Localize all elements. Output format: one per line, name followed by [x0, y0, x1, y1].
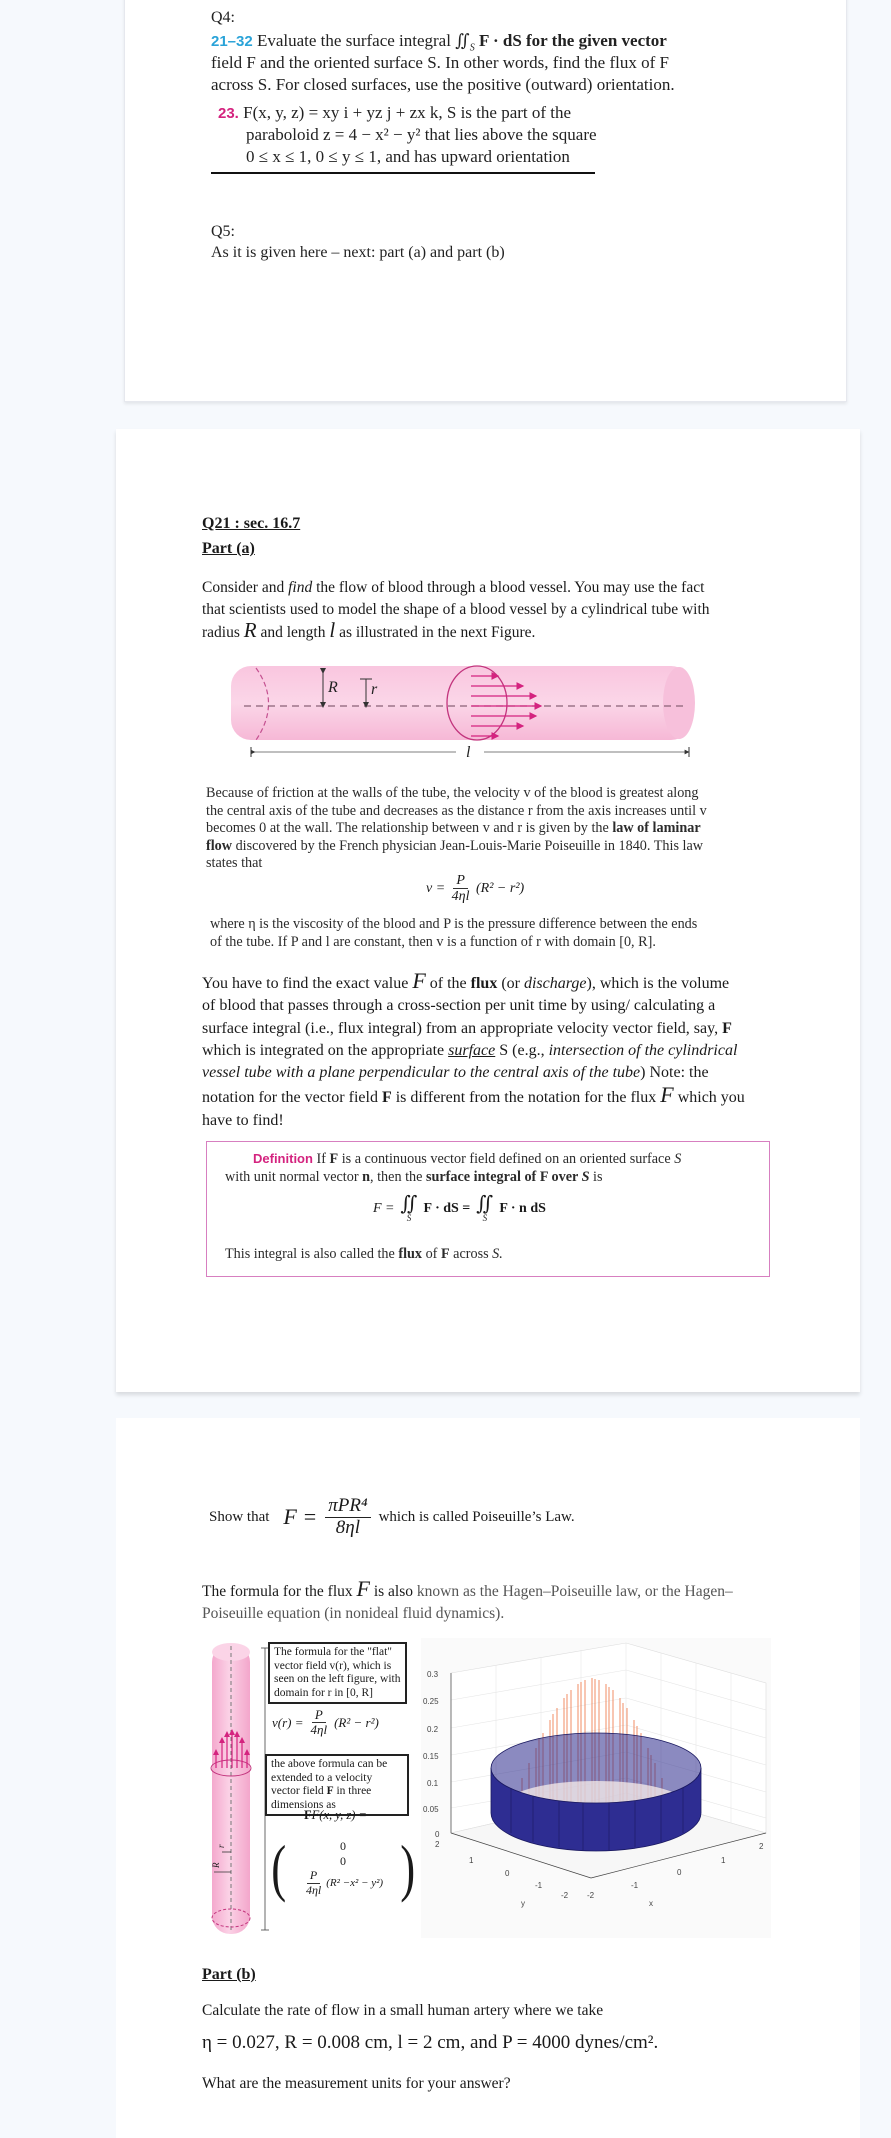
q4-problem-line-1: 23. F(x, y, z) = xy i + yz j + zx k, S is the part of the: [218, 103, 572, 122]
laminar-flow-formula: v = $\frac{P}{4\eta l}$ (R² − r²): [426, 873, 525, 905]
svg-text:0: 0: [505, 1869, 510, 1878]
svg-text:2: 2: [759, 1842, 764, 1851]
q4-problem-line-2: paraboloid z = 4 − x² − y² that lies above the square: [246, 125, 597, 144]
definition-box: [206, 1141, 770, 1277]
label-R: R: [328, 679, 338, 696]
svg-text:-2: -2: [561, 1891, 569, 1900]
svg-text:0: 0: [677, 1868, 682, 1877]
extended-vector-field-note: the above formula can be extended to a velocity vector field F in three dimensions as: [265, 1754, 409, 1816]
F-xyz-label: FF(x, y, z) =: [304, 1808, 367, 1822]
q4-instruction-line-3: across S. For closed surfaces, use the positive (outward) orientation.: [211, 75, 675, 94]
svg-text:0.3: 0.3: [427, 1670, 439, 1679]
label-R: R: [211, 1862, 221, 1868]
q5-text: As it is given here – next: part (a) and part (b): [211, 244, 505, 261]
part-b-question: What are the measurement units for your answer?: [202, 2075, 511, 2092]
tube-body: [231, 666, 691, 740]
svg-text:2: 2: [435, 1840, 440, 1849]
document-page-poiseuille: [116, 1418, 860, 2138]
definition-line-2: with unit normal vector n, then the surface integral of F over S is: [225, 1169, 603, 1185]
document-page-q4-q5: [124, 0, 847, 402]
part-b-values: η = 0.027, R = 0.008 cm, l = 2 cm, and P = 4000 dynes/cm².: [202, 2032, 659, 2053]
laminar-flow-paragraph: Because of friction at the walls of the tube, the velocity v of the blood is greatest along the central axis of the tube and decreases as the distance r from the axis increases until v becomes 0 at the wall. The relationship between v and r is given by the law of laminar flow discovered by the French physician Jean-Louis-Marie Poiseuille in 1840. This law states that: [206, 785, 707, 871]
svg-text:1: 1: [721, 1856, 726, 1865]
svg-text:0.05: 0.05: [423, 1805, 439, 1814]
svg-text:-1: -1: [631, 1881, 639, 1890]
svg-text:0.2: 0.2: [427, 1725, 439, 1734]
separator-rule: [211, 172, 595, 174]
label-r: r: [216, 1844, 226, 1848]
svg-text:-2: -2: [587, 1891, 595, 1900]
definition-line-1: Definition If F is a continuous vector field defined on an oriented surface S: [253, 1151, 682, 1167]
tube-end-opening: [663, 667, 695, 739]
surface-integral-formula: F = ∬ S F · dS = ∬ S F · n dS: [373, 1193, 546, 1223]
document-page-q21-part-a: [116, 429, 860, 1392]
svg-text:0.1: 0.1: [427, 1779, 439, 1788]
svg-text:1: 1: [469, 1856, 474, 1865]
q4-instruction-line-1: 21–32 Evaluate the surface integral $∬_S$ F · dS for the given vector: [211, 31, 667, 54]
definition-line-3: This integral is also called the flux of F across S.: [225, 1246, 503, 1262]
where-paragraph: where η is the viscosity of the blood and P is the pressure difference between the ends of the tube. If P and l are constant, then v is a function of r with domain [0, R].: [210, 916, 698, 950]
q4-instruction-line-2: field F and the oriented surface S. In other words, find the flux of F: [211, 53, 669, 72]
flat-vector-field-note: The formula for the "flat" vector field v(r), which is seen on the left figure, with domain for r in [0, R]: [268, 1642, 407, 1704]
vector-field-matrix: ( 0 0 $\frac{P}{4\eta l}$ (R² −x² − y²) ): [271, 1832, 415, 1903]
blood-vessel-figure: [211, 657, 711, 757]
svg-text:0.25: 0.25: [423, 1697, 439, 1706]
q4-label: Q4:: [211, 9, 235, 26]
part-b-intro: Calculate the rate of flow in a small human artery where we take: [202, 2002, 604, 2019]
svg-text:0: 0: [435, 1830, 440, 1839]
show-that-line: Show that F = $\frac{\text{πPR⁴}}{8\eta l}$ which is called Poiseuille’s Law.: [209, 1495, 575, 1538]
v-of-r-formula: v(r) = $\frac{P}{4\eta l}$ (R² − r²): [272, 1707, 379, 1738]
q21-heading: Q21 : sec. 16.7: [202, 515, 301, 532]
svg-text:0.15: 0.15: [423, 1752, 439, 1761]
task-paragraph: You have to find the exact value F of the flux (or discharge), which is the volume of blood that passes through a cross-section per unit time by using/ calculating a surface integral (i.e., flux integral) from an appropriate velocity vector field, say, F which is integrated on the appropriate surface S (e.g., intersection of the cylindrical vessel tube with a plane perpendicular to the central axis of the tube) Note: the notation for the vector field F is different from the notation for the flux F which you have to find!: [202, 968, 745, 1129]
x-axis-label: x: [649, 1899, 653, 1908]
svg-text:-1: -1: [535, 1881, 543, 1890]
y-axis-label: y: [521, 1899, 525, 1908]
q5-label: Q5:: [211, 223, 235, 240]
problem-number: 23.: [218, 105, 239, 122]
q4-problem-line-3: 0 ≤ x ≤ 1, 0 ≤ y ≤ 1, and has upward orientation: [246, 147, 570, 166]
label-r: r: [371, 681, 378, 698]
part-b-heading: Part (b): [202, 1966, 256, 1983]
label-l: l: [466, 744, 471, 757]
hagen-poiseuille-paragraph: The formula for the flux F is also known as the Hagen–Poiseuille law, or the Hagen– Poiseuille equation (in nonideal fluid dynamics).: [202, 1576, 733, 1622]
problem-range: 21–32: [211, 33, 253, 50]
velocity-field-3d-plot: [421, 1638, 771, 1938]
part-a-heading: Part (a): [202, 540, 255, 557]
intro-paragraph: Consider and find the flow of blood through a blood vessel. You may use the fact that scientists used to model the shape of a blood vessel by a cylindrical tube with radius R and length l as illustrated in the next Figure.: [202, 579, 710, 642]
definition-label: Definition: [253, 1151, 313, 1166]
